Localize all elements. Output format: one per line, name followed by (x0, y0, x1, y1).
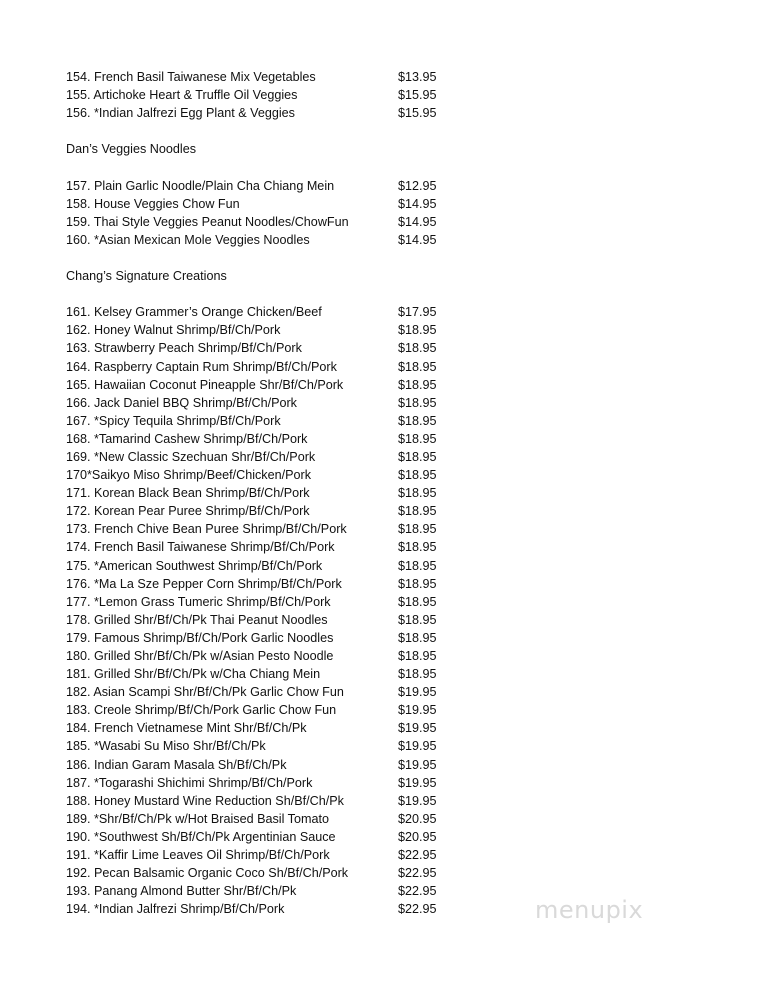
menu-item-price: $22.95 (398, 902, 437, 917)
menu-item (66, 303, 486, 321)
menu-item-price: $19.95 (398, 703, 437, 718)
menu-item-name: 189. *Shr/Bf/Ch/Pk w/Hot Braised Basil Tomato (66, 811, 329, 826)
menu-item-price: $18.95 (398, 522, 437, 537)
menu-item (66, 864, 486, 882)
menu-item-name: 188. Honey Mustard Wine Reduction Sh/Bf/Ch/Pk (66, 793, 344, 808)
menu-item (66, 195, 486, 213)
menu-item (66, 719, 486, 737)
menu-item-price: $18.95 (398, 449, 437, 464)
menu-item-name: 182. Asian Scampi Shr/Bf/Ch/Pk Garlic Chow Fun (66, 685, 344, 700)
menu-item (66, 629, 486, 647)
menu-item-price: $17.95 (398, 305, 437, 320)
menu-item-name: 166. Jack Daniel BBQ Shrimp/Bf/Ch/Pork (66, 395, 297, 410)
menu-item-name: 154. French Basil Taiwanese Mix Vegetables (66, 70, 316, 84)
menu-item-price: $18.95 (398, 594, 437, 609)
menu-item (66, 665, 486, 683)
menu-item-name: 172. Korean Pear Puree Shrimp/Bf/Ch/Pork (66, 504, 310, 519)
menu-item-price: $15.95 (398, 88, 437, 103)
spacer (66, 158, 486, 176)
menu-item-price: $18.95 (398, 540, 437, 555)
menu-item-price: $19.95 (398, 775, 437, 790)
menu-item (66, 756, 486, 774)
menu-item-price: $18.95 (398, 468, 437, 483)
menu-item (66, 339, 486, 357)
menu-item-name: 164. Raspberry Captain Rum Shrimp/Bf/Ch/Pork (66, 359, 337, 374)
menu-item-name: 179. Famous Shrimp/Bf/Ch/Pork Garlic Noodles (66, 630, 334, 645)
menu-item-price: $18.95 (398, 431, 437, 446)
menu-item-price: $14.95 (398, 214, 437, 229)
watermark-logo: menupix (535, 896, 644, 924)
menu-item-name: 180. Grilled Shr/Bf/Ch/Pk w/Asian Pesto Noodle (66, 649, 334, 663)
menu-item-price: $19.95 (398, 685, 437, 700)
menu-page (66, 68, 486, 918)
menu-item (66, 683, 486, 701)
menu-item-name: 156. *Indian Jalfrezi Egg Plant & Veggies (66, 106, 295, 121)
menu-item-price: $13.95 (398, 70, 437, 84)
menu-item-price: $22.95 (398, 848, 437, 863)
menu-item-name: 176. *Ma La Sze Pepper Corn Shrimp/Bf/Ch/Pork (66, 576, 342, 591)
menu-item-price: $14.95 (398, 196, 437, 211)
menu-item-name: 174. French Basil Taiwanese Shrimp/Bf/Ch/Pork (66, 540, 335, 555)
menu-item-price: $14.95 (398, 232, 437, 247)
menu-item-name: 163. Strawberry Peach Shrimp/Bf/Ch/Pork (66, 341, 302, 356)
menu-item-price: $19.95 (398, 721, 437, 736)
menu-item-price: $18.95 (398, 649, 437, 663)
menu-item-price: $18.95 (398, 323, 437, 338)
menu-item (66, 557, 486, 575)
menu-item (66, 321, 486, 339)
menu-item (66, 900, 486, 918)
menu-item-name: 155. Artichoke Heart & Truffle Oil Veggies (66, 88, 298, 103)
menu-item-name: 177. *Lemon Grass Tumeric Shrimp/Bf/Ch/Pork (66, 594, 331, 609)
menu-item-price: $18.95 (398, 413, 437, 428)
spacer (66, 122, 486, 140)
menu-item (66, 846, 486, 864)
menu-item (66, 611, 486, 629)
menu-item-name: 183. Creole Shrimp/Bf/Ch/Pork Garlic Chow Fun (66, 703, 337, 718)
menu-item (66, 430, 486, 448)
menu-item (66, 810, 486, 828)
menu-item-name: 190. *Southwest Sh/Bf/Ch/Pk Argentinian Sauce (66, 829, 336, 844)
menu-item-price: $22.95 (398, 884, 437, 899)
menu-item (66, 86, 486, 104)
menu-item-price: $19.95 (398, 739, 437, 754)
menu-item (66, 231, 486, 249)
menu-item-name: 181. Grilled Shr/Bf/Ch/Pk w/Cha Chiang Mein (66, 667, 321, 682)
menu-item (66, 466, 486, 484)
menu-item (66, 520, 486, 538)
menu-item (66, 882, 486, 900)
menu-item-name: 160. *Asian Mexican Mole Veggies Noodles (66, 232, 310, 247)
menu-item (66, 575, 486, 593)
menu-item-price: $18.95 (398, 486, 437, 501)
menu-item-name: 162. Honey Walnut Shrimp/Bf/Ch/Pork (66, 323, 281, 338)
menu-item-name: 157. Plain Garlic Noodle/Plain Cha Chiang Mein (66, 178, 335, 193)
menu-item-list (66, 303, 486, 918)
menu-item-name: 191. *Kaffir Lime Leaves Oil Shrimp/Bf/Ch/Pork (66, 848, 330, 863)
menu-item (66, 448, 486, 466)
menu-item (66, 484, 486, 502)
menu-item-name: 171. Korean Black Bean Shrimp/Bf/Ch/Pork (66, 486, 310, 501)
menu-item-name: 158. House Veggies Chow Fun (66, 196, 240, 211)
menu-item (66, 828, 486, 846)
menu-item-name: 187. *Togarashi Shichimi Shrimp/Bf/Ch/Pork (66, 775, 313, 790)
menu-section (66, 140, 486, 249)
menu-item-name: 169. *New Classic Szechuan Shr/Bf/Ch/Pork (66, 449, 316, 464)
menu-item-price: $18.95 (398, 359, 437, 374)
menu-section (66, 267, 486, 918)
menu-item-name: 173. French Chive Bean Puree Shrimp/Bf/Ch/Pork (66, 522, 347, 537)
menu-item-name: 185. *Wasabi Su Miso Shr/Bf/Ch/Pk (66, 739, 266, 754)
menu-item-name: 178. Grilled Shr/Bf/Ch/Pk Thai Peanut Noodles (66, 612, 328, 627)
menu-item-name: 184. French Vietnamese Mint Shr/Bf/Ch/Pk (66, 721, 307, 736)
menu-section (66, 68, 486, 122)
menu-item-price: $18.95 (398, 558, 437, 573)
menu-item (66, 502, 486, 520)
menu-item (66, 177, 486, 195)
menu-item-name: 175. *American Southwest Shrimp/Bf/Ch/Pork (66, 558, 323, 573)
menu-item-price: $20.95 (398, 829, 437, 844)
menu-item-name: 159. Thai Style Veggies Peanut Noodles/ChowFun (66, 214, 349, 229)
menu-item-price: $18.95 (398, 395, 437, 410)
menu-item-name: 186. Indian Garam Masala Sh/Bf/Ch/Pk (66, 757, 287, 772)
menu-item (66, 104, 486, 122)
menu-item (66, 412, 486, 430)
menu-item-price: $15.95 (398, 106, 437, 121)
menu-item-price: $18.95 (398, 504, 437, 519)
menu-item-price: $22.95 (398, 866, 437, 881)
menu-item-name: 192. Pecan Balsamic Organic Coco Sh/Bf/Ch/Pork (66, 866, 349, 881)
menu-item-name: 165. Hawaiian Coconut Pineapple Shr/Bf/Ch/Pork (66, 377, 344, 392)
menu-item (66, 376, 486, 394)
menu-item-price: $18.95 (398, 377, 437, 392)
menu-item-price: $18.95 (398, 341, 437, 356)
menu-item-price: $19.95 (398, 793, 437, 808)
menu-item-price: $20.95 (398, 811, 437, 826)
menu-item-name: 161. Kelsey Grammer’s Orange Chicken/Beef (66, 305, 322, 320)
menu-item (66, 737, 486, 755)
menu-item-name: 193. Panang Almond Butter Shr/Bf/Ch/Pk (66, 884, 297, 899)
menu-item-price: $18.95 (398, 667, 437, 682)
menu-item (66, 593, 486, 611)
menu-item (66, 394, 486, 412)
menu-item-price: $18.95 (398, 630, 437, 645)
menu-item-price: $18.95 (398, 612, 437, 627)
section-title: Dan’s Veggies Noodles (66, 142, 196, 157)
section-title: Chang’s Signature Creations (66, 269, 227, 284)
menu-item (66, 774, 486, 792)
menu-item (66, 701, 486, 719)
menu-item (66, 358, 486, 376)
menu-item (66, 68, 486, 86)
menu-item (66, 213, 486, 231)
spacer (66, 285, 486, 303)
spacer (66, 249, 486, 267)
menu-item-name: 168. *Tamarind Cashew Shrimp/Bf/Ch/Pork (66, 431, 308, 446)
menu-item (66, 538, 486, 556)
menu-item-price: $18.95 (398, 576, 437, 591)
menu-item (66, 792, 486, 810)
menu-item (66, 647, 486, 665)
menu-item-price: $19.95 (398, 757, 437, 772)
menu-item-name: 194. *Indian Jalfrezi Shrimp/Bf/Ch/Pork (66, 902, 285, 917)
menu-item-name: 170*Saikyo Miso Shrimp/Beef/Chicken/Pork (66, 468, 311, 483)
menu-item-name: 167. *Spicy Tequila Shrimp/Bf/Ch/Pork (66, 413, 281, 428)
menu-item-price: $12.95 (398, 178, 437, 193)
